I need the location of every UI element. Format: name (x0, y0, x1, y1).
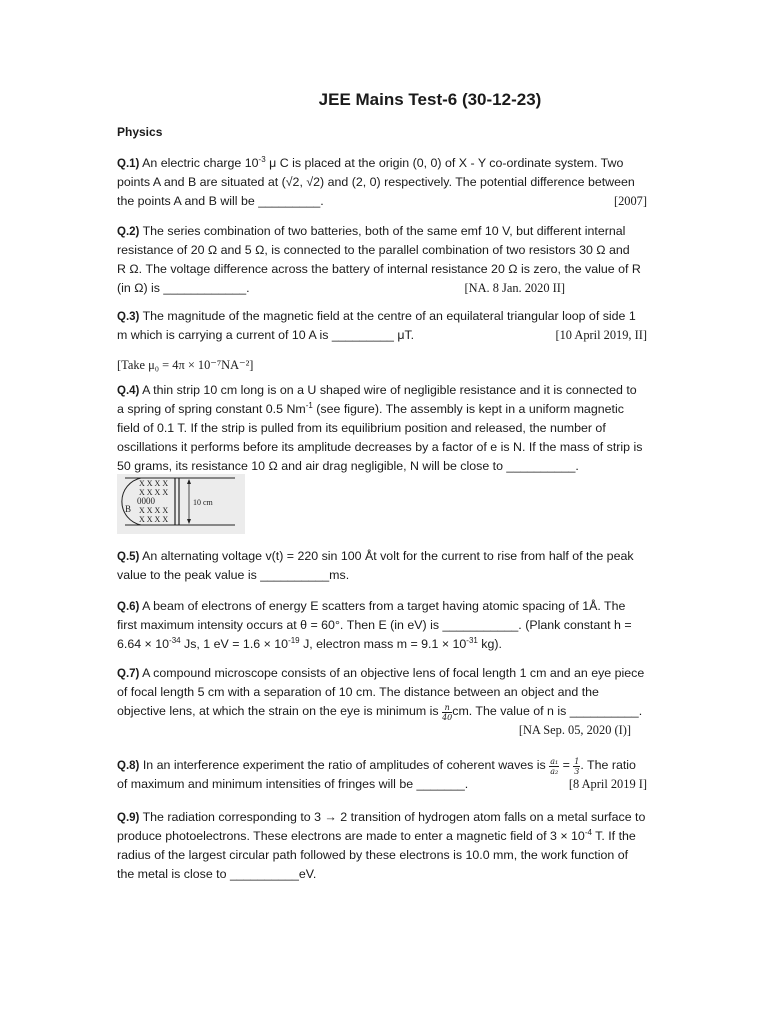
figure-field-row: X X X X (139, 515, 169, 524)
document-title: JEE Mains Test-6 (30-12-23) (318, 90, 542, 109)
figure-drawing (117, 474, 245, 534)
question-reference: [8 April 2019 I] (568, 777, 647, 791)
question-8: Q.8) In an interference experiment the ratio of amplitudes of coherent waves is $\frac{\text{a₁}}{\text{a₂}}$ = $\frac{1}{3}$ . The ratio of maximum and minimum intensities of fringes will be _______. [8 April 2019 I] (117, 756, 647, 794)
question-number: Q.1) (117, 158, 140, 170)
question-2: Q.2) The series combination of two batteries, both of the same emf 10 V, but different internal resistance of 20 Ω and 5 Ω, is connected to the parallel combination of two resistors 30 Ω and R Ω. The voltage difference across the battery of internal resistance 20 Ω is zero, the value of R (in Ω) is ____________. [NA. 8 Jan. 2020 II] (117, 222, 647, 298)
figure-b-label: B (125, 504, 132, 514)
question-number: Q.2) (117, 226, 140, 238)
figure-length-label: 10 cm (193, 498, 213, 507)
question-6: Q.6) A beam of electrons of energy E scatters from a target having atomic spacing of 1Å. The first maximum intensity occurs at θ = 60°. Then E (in eV) is ___________. (Plank constant h = $6.64 \times 10^{-34}$ Js, 1 eV = $1.6 \times 10^{-19}$ J, electron mass $m = 9.1 \times 10^{-31}$ kg). (117, 599, 632, 651)
question-number: Q.5) (117, 551, 140, 563)
question-number: Q.6) (117, 601, 140, 613)
fraction: $\frac{\text{a₁}}{\text{a₂}}$ (550, 757, 559, 776)
u-wire-spring-figure (117, 474, 245, 534)
question-number: Q.4) (117, 385, 140, 397)
question-3: Q.3) The magnitude of the magnetic field at the centre of an equilateral triangular loop of side 1 m which is carrying a current of 10 A is _________ μT. [10 April 2019, II] (117, 307, 647, 345)
question-number: Q.9) (117, 812, 140, 824)
question-reference: [2007] (613, 194, 647, 208)
question-3-note: [Take μ₀ = 4π × 10⁻⁷NA⁻²] (117, 358, 254, 372)
question-7: Q.7) A compound microscope consists of an objective lens of focal length 1 cm and an eye piece of focal length 5 cm with a separation of 10 cm. The distance between an object and the objective lens, at which the strain on the eye is minimum is $\frac{n}{40}$ cm. The value of n is __________. [NA Sep. 05, 2020 (I)] (117, 664, 647, 740)
figure-field-row: X X X X (139, 506, 169, 515)
fraction: $\frac{n}{40}$ (442, 703, 453, 722)
question-5: Q.5) An alternating voltage v(t) = 220 sin 100 Åt volt for the current to rise from half of the peak value to the peak value is __________ms. (117, 549, 634, 582)
question-9: Q.9) The radiation corresponding to 3 → 2 transition of hydrogen atom falls on a metal surface to produce photoelectrons. These electrons are made to enter a magnetic field of $3 \times 10^{-4}$ T. If the radius of the largest circular path followed by these electrons is 10.0 mm, the work function of the metal is close to __________eV. (117, 810, 646, 881)
subject-heading: Physics (117, 125, 163, 139)
fraction: $\frac{1}{3}$ (574, 757, 580, 776)
question-reference: [10 April 2019, II] (555, 328, 647, 342)
question-reference: [NA. 8 Jan. 2020 II] (464, 281, 565, 295)
question-number: Q.7) (117, 668, 140, 680)
question-number: Q.8) (117, 760, 140, 772)
figure-field-row: X X X X (139, 488, 169, 497)
question-1: Q.1) An electric charge $10^{-3}$ μ C is placed at the origin (0, 0) of X - Y co-ordinate system. Two points A and B are situated at (√2, √2) and (2, 0) respectively. The potential difference between the points A and B will be _________. [2007] (117, 154, 647, 211)
figure-spring-label: 0000 (137, 496, 155, 506)
question-reference: [NA Sep. 05, 2020 (I)] (518, 723, 631, 737)
figure-field-row: X X X X (139, 479, 169, 488)
question-4: Q.4) A thin strip 10 cm long is on a U shaped wire of negligible resistance and it is connected to a spring of spring constant 0.5 $Nm^{-1}$ (see figure). The assembly is kept in a uniform magnetic field of 0.1 T. If the strip is pulled from its equilibrium position and released, the number of oscillations it performs before its amplitude decreases by a factor of e is N. If the mass of strip is 50 grams, its resistance 10 Ω and air drag negligible, N will be close to __________. (117, 383, 643, 473)
question-number: Q.3) (117, 311, 140, 323)
